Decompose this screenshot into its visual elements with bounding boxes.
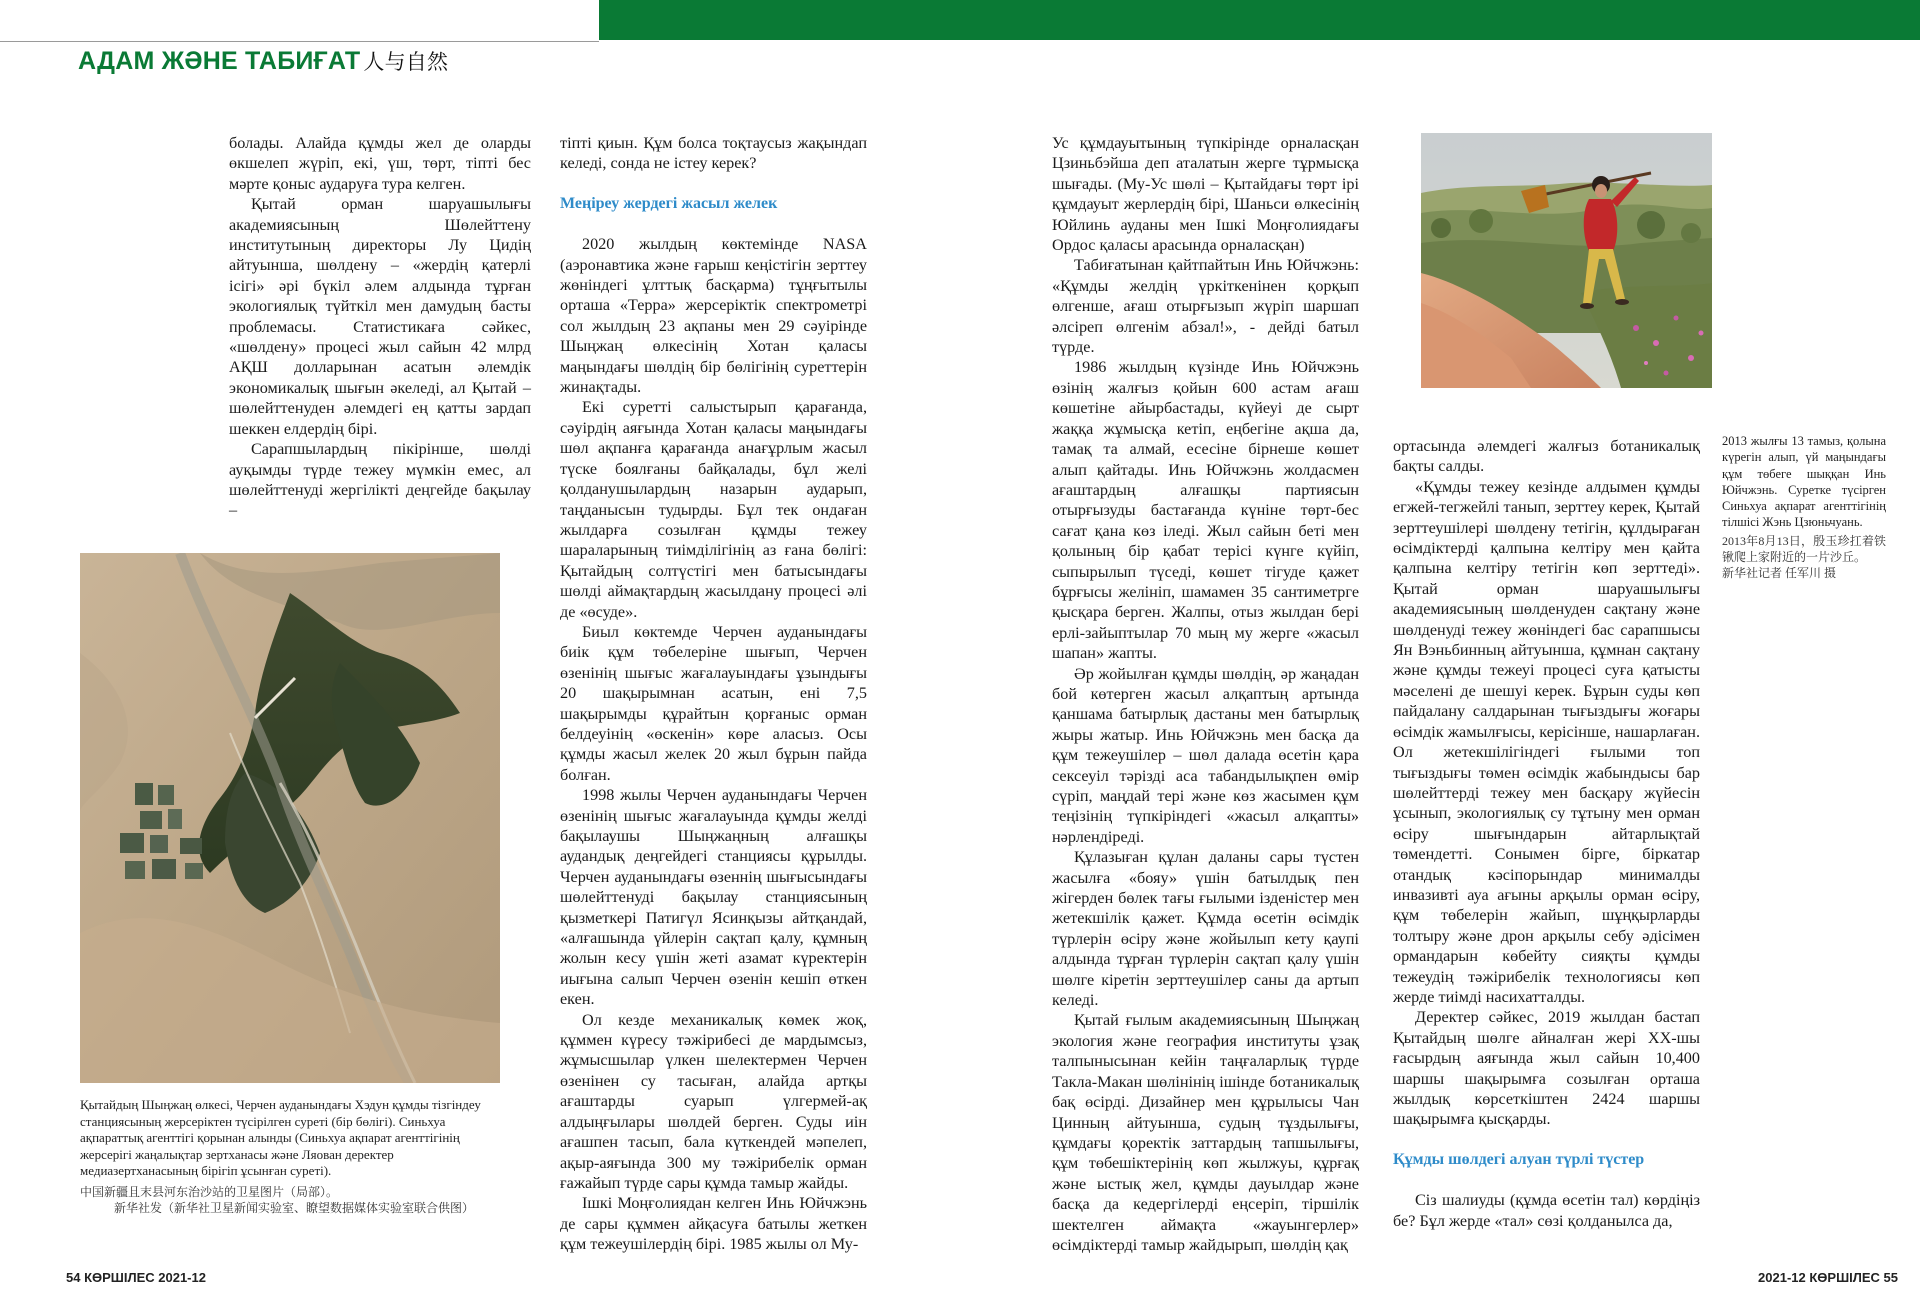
- paragraph: «Құмды тежеу кезінде алдымен құмды егжей-тегжейлі танып, зерттеу керек, Қытай зерттеушілері шөлдену тетігін, құлдыраған өсімдіктерді қалпына келтіру мен қайта қалпына келтіру тетігін көп зерттеді». Қытай орман шаруашылығы академиясының шөлденуден сақтану және шөлденуді тежеу жөніндегі бас сарапшысы Ян Вэньбинның айтуынша, құмнан сақтану және құмды тежеуі процесі суға қатысты мәселені де шешуі керек. Бұрын суды көп пайдалану салдарынан тығыздығы жоғары өсімдік жамылғысы, керісінше, нашарлаған. Ол жетекшілігіндегі ғылыми топ тығыздығы төмен өсімдік жабындысы бар шөлейттерді тежеу мен басқару жүйесін ұсынып, экологиялық су тұтыну мен орман өсіру шығындарын айтарлықтай төмендетті. Сонымен бірге, біркатар отандық кәсіпорындар минималды инвазивті ауа ағыны арқылы орман өсіру, құм төбелерін жайып, шұңқырларды толтыру және дрон арқылы себу әдісімен ормандарын көбейту сияқты құмды тежеудің тәжірибелік технологиясы көп жерде тиімді насихатталды.: [1393, 477, 1700, 1006]
- satellite-caption-cn-1: 中国新疆且末县河东治沙站的卫星图片（局部）。: [80, 1184, 339, 1199]
- paragraph: Биыл көктемде Черчен ауданындағы биік құм төбелеріне шығып, Черчен өзенінің шығыс жағалауындағы ұзындығы 20 шақырымнан асатын, ені 7,5 шақырымды құрайтын қорғаныс орман белдеуінің «өскенін» көре аласыз. Осы құмды жасыл желек 20 жыл бұрын пайда болған.: [560, 622, 867, 784]
- paragraph: Қытай орман шаруашылығы академиясының Шөлейттену институтының директоры Лу Цидің айтуынша, шөлдену – «жердің қатерлі ісігі» әрі бүкіл әлем алдында тұрған экологиялық түйткіл мен дамудың басты проблемасы. Статистикаға сәйкес, «шөлдену» процесі жыл сайын 42 млрд АҚШ долларынан асатын әлемдік экономикалық шығын әкеледі, ал Қытай – шөлейттенуден әлемдегі ең қатты зардап шеккен елдердің бірі.: [229, 195, 531, 438]
- photo-caption-cn-2: 新华社记者 任军川 摄: [1722, 565, 1837, 580]
- paragraph: Сарапшылардың пікірінше, шөлді ауқымды түрде тежеу мүмкін емес, ал шөлейттенуді жергілікті деңгейде бақылау –: [229, 440, 531, 520]
- paragraph: Деректер сәйкес, 2019 жылдан бастап Қытайдың шөлге айналған жері ХХ-шы ғасырдың аяғында жыл сайын 10,400 шаршы шақырымға созылған орташа жылдық көрсеткіштен 2424 шаршы шақырымға қысқарды.: [1393, 1008, 1700, 1129]
- paragraph: Қытай ғылым академиясының Шыңжаң экология және география институты ұзақ талпынысынан кейін таңғаларлық түрде Такла-Макан шөлінінің ішінде ботаникалық бақ өсірді. Дизайнер мен құрылысы Чан Цинның айтуынша, судың тұздылығы, құмдағы қоректік заттардың тапшылығы, құм төбешіктерінің көп жылжуы, құрғақ және ыстық жел, құмды дауылдар және басқа да кедергілерді еңсеріп, тіршілік шектелген аймақта «жауынгерлер» өсімдіктерді тамыр жайдырып, шөлдің қақ: [1052, 1011, 1359, 1254]
- paragraph: 2020 жылдың көктемінде NASA (аэронавтика және ғарыш кеңістігін зерттеу жөніндегі ұлттық басқарма) тұңғытылы орташа «Терра» жерсеріктік спектрометрі сол жылдың 23 ақпаны мен 29 сәуірінде Шыңжаң өлкесінің Хотан қаласы маңындағы шөлдің бір бөлігінің суреттерін жинақтады.: [560, 235, 867, 397]
- satellite-image: [80, 553, 500, 1083]
- header-green-bar: [599, 0, 1920, 40]
- article-column-4: [1393, 436, 1700, 1231]
- paragraph: Ішкі Моңғолиядан келген Инь Юйчжэнь де сары құммен айқасуға батылы жеткен құм тежеушілердің бірі. 1985 жылы ол Му-: [560, 1194, 867, 1254]
- paragraph: Әр жойылған құмды шөлдің, әр жаңадан бой көтерген жасыл алқаптың артында қаншама батырлық дастаны мен батырлық жыры жатыр. Инь Юйчжэнь мен басқа да құм тежеушілер – шөл далада өсетін қара сексеуіл тәрізді аса табандылықпен өмір сүріп, маңдай тері және көз жасымен құм теңізінің түпкіріндегі «жасыл алқапты» нәрлендіреді.: [1052, 664, 1359, 846]
- paragraph: 1998 жылы Черчен ауданындағы Черчен өзенінің шығыс жағалауында құмды желді бақылаушы Шыңжаңның алғашқы аудандық деңгейдегі станциясы құрылды. Черчен ауданындағы өзеннің шығысындағы шөлейттенуді бақылау станциясының қызметкері Патигүл Ясинқызы айтқандай, «алғашында үйлерін сақтап қалу, құмның жолын кесу үшін жеті азамат күректерін иығына салып Черчен өзенін кешіп өткен екен.: [560, 786, 867, 1009]
- section-title-kk: АДАМ ЖӘНЕ ТАБИҒАТ: [78, 47, 361, 75]
- paragraph: Құлазыған құлан даланы сары түстен жасылға «бояу» үшін батылдық пен жігерден бөлек тағы ғылыми ізденістер мен жетекшілік қажет. Құмда өсетін өсімдік түрлерін өсіру және жойылып кету қаупі алдында тұрған түрлерін сақтап қалу үшін шөлге кіретін зерттеушілер саны да артып келеді.: [1052, 848, 1359, 1010]
- paragraph: 1986 жылдың күзінде Инь Юйчжэнь өзінің жалғыз қойын 600 астам ағаш көшетіне айырбастады, күйеуі де сырт жаққа жұмысқа кетіп, еңбегіне ақша да, тамақ та алмай, есесіне бірнеше көшет алып қайтады. Инь Юйчжэнь жолдасмен ағаштардың алғашқы партиясын отырғызуды бастағанда күніне төрт-бес сағат қана көз іледі. Жыл сайын беті мен қолының бір қабат терісі күнге күйіп, сыпырылып түседі, көшет тігуде қажет бұрғысы желініп, шамамен 35 сантиметрге қысқара берген. Жалпы, отыз жылдан бері ерлі-зайыптылар 70 мың му жерге «жасыл шапан» жапты.: [1052, 358, 1359, 663]
- paragraph: Сіз шалиуды (құмда өсетін тал) көрдіңіз бе? Бұл жерде «тал» сөзі қолданылса да,: [1393, 1191, 1700, 1230]
- paragraph: Ол кезде механикалық көмек жоқ, құммен күресу тәжірибесі де мардымсыз, жұмысшылар үлкен шелектермен Черчен өзенінен су тасыған, алайда артқы ағаштарды суарып үлгермей-ақ алдыңғылары шөлдей берген. Суды иін ағашпен тасып, бала күткендей мәпелеп, ақыр-аяғында 300 му тәжірибелік орман ғажайып түрде сары құмда тамыр жайды.: [560, 1010, 867, 1192]
- paragraph: болады. Алайда құмды жел де оларды өкшелеп жүріп, екі, үш, төрт, тіпті бес мәрте қоныс аударуға тура келген.: [229, 134, 531, 193]
- paragraph: Екі суретті салыстырып қарағанда, сәуірдің аяғында Хотан қаласы маңындағы шөл ақпанға қарағанда анағұрлым жасыл түске боялғаны байқалады, бұл желі қолданушылардың назарын аударып, таңданысын тудырды. Бұл тек ондаған жылдарға созылған құмды тежеу шараларының тиімділігінің аз ғана бөлігі: Қытайдың солтүстігі мен батысындағы шөлді аймақтардың жасылдану процесі әлі де «өсуде».: [560, 398, 867, 621]
- paragraph: ортасында әлемдегі жалғыз ботаникалық бақты салды.: [1393, 437, 1700, 476]
- satellite-caption-kk: Қытайдың Шыңжаң өлкесі, Черчен ауданындағы Хэдун құмды тізгіндеу станциясының жерсеріктен түсірілген суреті (бір бөлігі). Синьхуа ақпараттық агенттігі қорынан алынды (Синьхуа ақпарат агенттігінің жерсерігі жаңалықтар зертханасы және Ляован деректер медиазертханасының бірігіп ұсынған суреті).: [80, 1097, 481, 1178]
- photo-caption-cn-1: 2013年8月13日，殷玉珍扛着铁锹爬上家附近的一片沙丘。: [1722, 533, 1886, 564]
- satellite-caption: [80, 1097, 500, 1216]
- section-title-cn: 人与自然: [363, 51, 449, 74]
- article-column-1: [229, 133, 531, 521]
- photo-caption-kk: 2013 жылғы 13 тамыз, қолына күрегін алып, үй маңындағы құм төбеге шыққан Инь Юйчжэнь. Суретке түсірген Синьхуа ақпарат агенттігінің тілшісі Жэнь Цзюньчуань.: [1722, 434, 1886, 530]
- subheading: Меңіреу жердегі жасыл желек: [560, 194, 778, 212]
- paragraph: Ус құмдауытының түпкірінде орналасқан Цзиньбэйша деп аталатын жерге тұрмысқа шығады. (Му-Ус шөлі – Қытайдағы төрт ірі құмдауыт жерлердің бірі, Шаньси өлкесінің Юйлинь ауданы мен Ішкі Моңғолиядағы Ордос қаласы арасында орналасқан): [1052, 134, 1359, 255]
- photo-caption: [1722, 433, 1886, 581]
- article-column-3: [1052, 133, 1359, 1255]
- woman-with-shovel-photo: [1421, 133, 1712, 388]
- page-number-left: 54 КӨРШІЛЕС 2021-12: [66, 1270, 206, 1285]
- paragraph: тіпті қиын. Құм болса тоқтаусыз жақындап келеді, сонда не істеу керек?: [560, 134, 867, 173]
- header-rule: [0, 41, 599, 42]
- paragraph: Табиғатынан қайтпайтын Инь Юйчжэнь: «Құмды желдің үркіткенінен қорқып өлгенше, ағаш отырғызып жүріп шаршап әлсіреп өлгенім абзал!», - дейді батыл түрде.: [1052, 256, 1359, 357]
- section-title: [78, 46, 448, 76]
- article-column-2: [560, 133, 867, 1255]
- page-number-right: 2021-12 КӨРШІЛЕС 55: [1758, 1270, 1898, 1285]
- satellite-caption-cn-2: 新华社发（新华社卫星新闻实验室、瞭望数据媒体实验室联合供图）: [114, 1200, 475, 1215]
- subheading: Құмды шөлдегі алуан түрлі түстер: [1393, 1150, 1645, 1168]
